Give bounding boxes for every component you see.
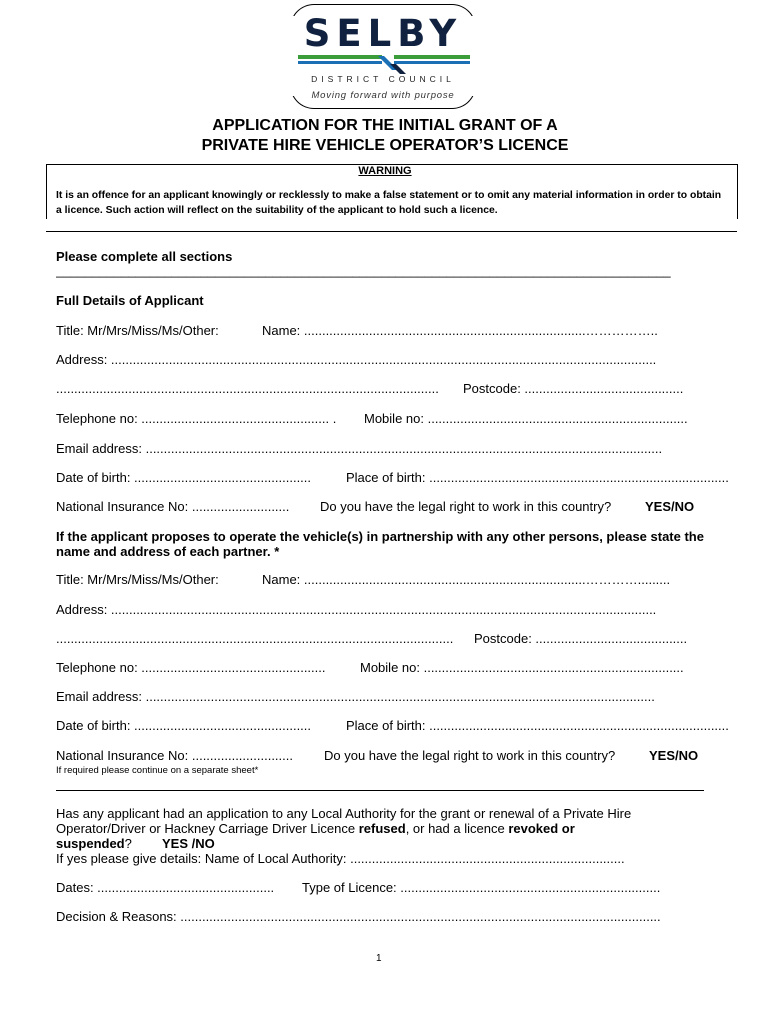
partner-title-field[interactable]: Title: Mr/Mrs/Miss/Ms/Other:: [56, 572, 219, 587]
applicant-ni-field[interactable]: National Insurance No: ...........................: [56, 499, 290, 514]
applicant-heading: Full Details of Applicant: [56, 293, 204, 308]
form-title-line1: APPLICATION FOR THE INITIAL GRANT OF A: [212, 117, 558, 134]
selby-logo: [288, 4, 478, 110]
partner-ni-field[interactable]: National Insurance No: ............................: [56, 748, 293, 763]
partner-pob-field[interactable]: Place of birth: ...................................................................................: [346, 718, 729, 733]
partner-heading: If the applicant proposes to operate the vehicle(s) in partnership with any other persons, please state the name and address of each partner. *: [56, 529, 704, 559]
applicant-telephone-field[interactable]: Telephone no: .................................................... .: [56, 411, 337, 426]
page-number: 1: [376, 953, 382, 964]
applicant-legal-question: Do you have the legal right to work in this country?: [320, 499, 612, 514]
refusal-authority-field[interactable]: If yes please give details: Name of Local Authority: ............................................................................: [56, 851, 625, 866]
refusal-question-line1: Has any applicant had an application to any Local Authority for the grant or renewal of a Private Hire: [56, 806, 632, 821]
applicant-dob-field[interactable]: Date of birth: .................................................: [56, 470, 312, 485]
warning-text: It is an offence for an applicant knowingly or recklessly to make a false statement or to omit any material information in order to obtain a licence. Such action will reflect on the suitability of the applicant to hold such a licence.: [56, 190, 722, 216]
applicant-postcode-field[interactable]: Postcode: ............................................: [463, 381, 684, 396]
partner-continue-note: If required please continue on a separate sheet*: [56, 765, 259, 776]
logo-swoosh-icon: [294, 52, 472, 76]
applicant-address-field[interactable]: Address: .......................................................................................................................................................: [56, 352, 657, 367]
logo-district: DISTRICT COUNCIL: [311, 74, 455, 84]
applicant-mobile-field[interactable]: Mobile no: ........................................................................: [364, 411, 688, 426]
refusal-licence-type-field[interactable]: Type of Licence: ........................................................................: [302, 880, 661, 895]
applicant-name-field[interactable]: Name: ..............................................................................……………..: [262, 323, 658, 338]
warning-heading: WARNING: [358, 165, 412, 177]
applicant-title-field[interactable]: Title: Mr/Mrs/Miss/Ms/Other:: [56, 323, 219, 338]
partner-address-line2[interactable]: ..............................................................................................................: [56, 631, 454, 646]
refusal-decision-field[interactable]: Decision & Reasons: .....................................................................................................................................: [56, 909, 661, 924]
refusal-question-line2: Operator/Driver or Hackney Carriage Driver Licence refused, or had a licence revoked or: [56, 821, 575, 836]
section-divider: [56, 790, 704, 791]
logo-wordmark: SELBY: [303, 12, 463, 55]
logo-tagline: Moving forward with purpose: [311, 90, 455, 101]
applicant-pob-field[interactable]: Place of birth: ...................................................................................: [346, 470, 729, 485]
partner-address-field[interactable]: Address: .......................................................................................................................................................: [56, 602, 657, 617]
partner-email-field[interactable]: Email address: .............................................................................................................................................: [56, 689, 655, 704]
form-title-line2: PRIVATE HIRE VEHICLE OPERATOR’S LICENCE: [201, 137, 569, 154]
refusal-dates-field[interactable]: Dates: .................................................: [56, 880, 275, 895]
applicant-address-line2[interactable]: ..........................................................................................................: [56, 381, 439, 396]
partner-name-field[interactable]: Name: ..............................................................................………….........: [262, 572, 671, 587]
applicant-legal-yesno[interactable]: YES/NO: [645, 499, 695, 514]
warning-divider: [46, 231, 737, 232]
partner-mobile-field[interactable]: Mobile no: ........................................................................: [360, 660, 684, 675]
applicant-email-field[interactable]: Email address: ...............................................................................................................................................: [56, 441, 663, 456]
partner-dob-field[interactable]: Date of birth: .................................................: [56, 718, 312, 733]
refusal-question-line3: suspended?: [56, 836, 132, 851]
partner-telephone-field[interactable]: Telephone no: ...................................................: [56, 660, 326, 675]
partner-postcode-field[interactable]: Postcode: ..........................................: [474, 631, 688, 646]
partner-legal-yesno[interactable]: YES/NO: [649, 748, 699, 763]
section-underscore-line: _____________________________________________________________________________________: [56, 263, 671, 278]
complete-all-heading: Please complete all sections: [56, 249, 233, 264]
refusal-yesno[interactable]: YES /NO: [162, 836, 215, 851]
partner-legal-question: Do you have the legal right to work in this country?: [324, 748, 616, 763]
